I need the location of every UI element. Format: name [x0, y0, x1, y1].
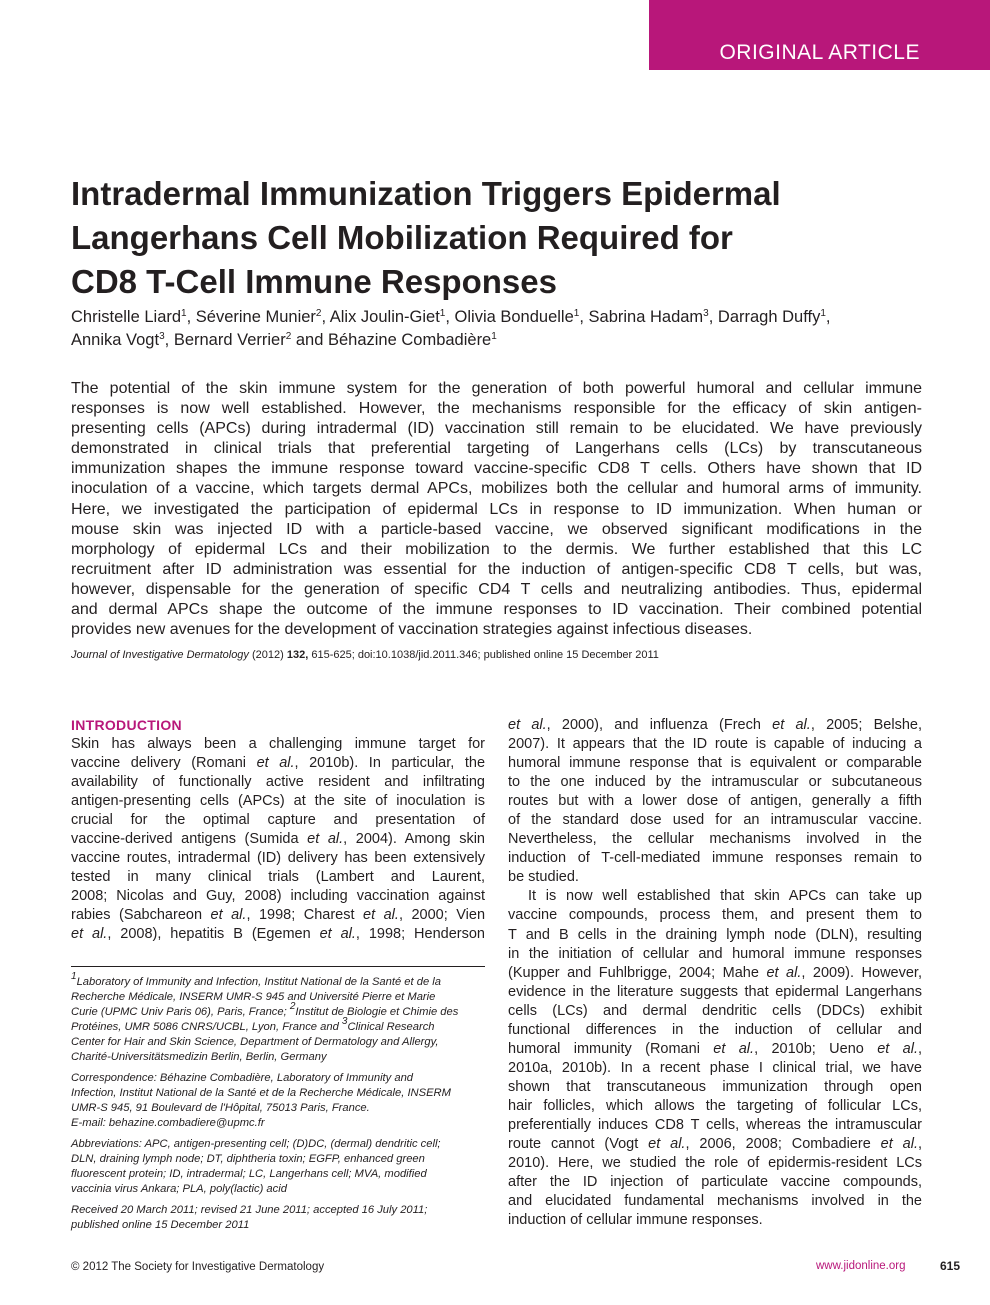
- author-name: Alix Joulin-Giet: [329, 308, 440, 326]
- author-sep: ,: [186, 308, 196, 326]
- text-line: vaccine routes, intradermal (ID) delivery has been extensively: [71, 850, 485, 867]
- received-note: [71, 1203, 485, 1233]
- footnote-line: vaccinia virus Ankara; PLA, poly(lactic) acid: [71, 1183, 287, 1195]
- text-line: in the initiation of cellular and humoral immune responses: [508, 945, 922, 962]
- footnote-divider: [71, 966, 485, 967]
- author-list: [71, 306, 931, 352]
- affiliation-mark: 2: [285, 331, 292, 342]
- text-line: hair follicles, which allows the targeting of follicular LCs,: [508, 1097, 922, 1114]
- abstract-line: and dermal APCs shape the outcome of the immune responses to ID vaccination. Their combined potential: [71, 601, 922, 619]
- text-line: routes but with a lower dose of antigen, generally a fifth: [508, 793, 922, 810]
- footnote-line: Protéines, UMR 5086 CNRS/UCBL, Lyon, France and $^3$Clinical Research: [71, 1016, 435, 1033]
- affiliation-mark: 1: [491, 331, 497, 342]
- copyright-notice: © 2012 The Society for Investigative Dermatology: [71, 1261, 325, 1273]
- journal-website-link[interactable]: www.jidonline.org: [816, 1260, 906, 1272]
- author-sep: ,: [445, 308, 455, 326]
- affiliation-mark: 3: [703, 308, 709, 319]
- abstract-line: inoculation of a vaccine, which targets dermal APCs, mobilizes both the cellular and humoral arms of immunity.: [71, 480, 922, 498]
- footnote-line: published online 15 December 2011: [71, 1219, 250, 1231]
- abstract: [71, 379, 922, 640]
- footnote-line: Correspondence: Béhazine Combadière, Laboratory of Immunity and: [71, 1072, 414, 1084]
- article-type-banner: ORIGINAL ARTICLE: [649, 0, 990, 70]
- text-line: antigen-presenting cells (APCs) at the site of inoculation is: [71, 793, 485, 810]
- text-line: and elucidated fundamental mechanisms involved in the: [508, 1193, 922, 1210]
- correspondence-note: [71, 1071, 485, 1131]
- author-sep: and: [291, 331, 328, 349]
- author-sep: ,: [708, 308, 718, 326]
- text-line: shown that transcutaneous immunization through open: [508, 1078, 922, 1095]
- affiliation-mark: 1: [573, 308, 580, 319]
- text-line: Skin has always been a challenging immune target for: [71, 736, 485, 752]
- footnote-line: fluorescent protein; ID, intradermal; LC, Langerhans cell; MVA, modified: [71, 1168, 427, 1180]
- author-name: Béhazine Combadière: [327, 331, 492, 349]
- abstract-line: mouse skin was injected ID with a particle-based vaccine, we observed significant modifications in the: [71, 520, 922, 538]
- footnote-line: Curie (UPMC Univ Paris 06), Paris, France; $^2$Institut de Biologie et Chimie des: [71, 1001, 459, 1018]
- author-name: Olivia Bonduelle: [454, 308, 574, 326]
- text-line: evidence in the literature suggests that epidermal Langerhans: [508, 983, 922, 1000]
- intro-text-right-para1: [508, 716, 922, 887]
- abstract-line: presenting cells (APCs) during intradermal (ID) vaccination still remain to be elucidated. We have previously: [71, 420, 922, 438]
- text-line: vaccine-derived antigens (Sumida et al., 2004). Among skin: [71, 831, 485, 848]
- abstract-line: however, dispensable for the generation of specific CD4 T cells and neutralizing antibodies. Thus, epidermal: [71, 580, 922, 598]
- author-line: [71, 306, 931, 329]
- author-sep: ,: [579, 308, 589, 326]
- title-line: Langerhans Cell Mobilization Required for: [71, 219, 733, 256]
- text-line: of the standard dose used for an intramuscular vaccine.: [508, 812, 922, 829]
- footnote-line: DLN, draining lymph node; DT, diphtheria toxin; EGFP, enhanced green: [71, 1153, 425, 1165]
- text-line: route cannot (Vogt et al., 2006, 2008; Combadiere et al.,: [508, 1136, 923, 1153]
- journal-name: Journal of Investigative Dermatology: [71, 649, 249, 661]
- text-line: availability of functionally active resident and infiltrating: [71, 774, 485, 791]
- abstract-line: demonstrated in clinical trials that preferential targeting of Langerhans cells (LCs) by transcutaneous: [71, 440, 922, 458]
- text-line: induction of cellular immune responses.: [508, 1212, 763, 1229]
- text-line: functional differences in the induction of cellular and: [508, 1021, 922, 1038]
- author-name: Darragh Duffy: [717, 308, 821, 326]
- text-line: 2007). It appears that the ID route is capable of inducing a: [508, 736, 922, 753]
- text-line: after the ID injection of particulate vaccine compounds,: [508, 1174, 922, 1191]
- author-name: Sabrina Hadam: [588, 308, 704, 326]
- text-line: to the one induced by the intramuscular or subcutaneous: [508, 774, 922, 791]
- affiliations-note: [71, 971, 485, 1065]
- abstract-line: The potential of the skin immune system for the generation of both powerful humoral and cellular immune: [71, 380, 922, 397]
- affiliation-mark: 1: [439, 308, 446, 319]
- title-line: Intradermal Immunization Triggers Epidermal: [71, 175, 781, 212]
- text-line: vaccine delivery (Romani et al., 2010b). In particular, the: [71, 755, 486, 772]
- text-line: tested in many clinical trials (Lambert and Laurent,: [71, 869, 485, 886]
- left-column: [71, 716, 485, 945]
- text-line: 2010a, 2010b). In a recent phase I clinical trial, we have: [508, 1059, 922, 1076]
- text-line: induction of T-cell-mediated immune responses remain to: [508, 850, 922, 867]
- footnote-line: Center for Hair and Skin Science, Department of Dermatology and Allergy,: [71, 1036, 439, 1048]
- text-line: preferentially induces CD8 T cells, whereas the intramuscular: [508, 1116, 922, 1133]
- footnote-line: Received 20 March 2011; revised 21 June 2011; accepted 16 July 2011;: [71, 1204, 428, 1216]
- footnote-line: Abbreviations: APC, antigen-presenting cell; (D)DC, (dermal) dendritic cell;: [71, 1138, 441, 1150]
- author-sep: ,: [164, 331, 174, 349]
- affiliation-mark: 3: [159, 331, 165, 342]
- footnotes: [71, 971, 485, 1239]
- page-number: 615: [940, 1259, 961, 1273]
- author-name: Séverine Munier: [195, 308, 316, 326]
- abstract-line: morphology of epidermal LCs and their mobilization to the dermis. We further established that this LC: [71, 540, 922, 558]
- section-heading: INTRODUCTION: [71, 717, 182, 733]
- text-line: cells (LCs) and dermal dendritic cells (DDCs) exhibit: [508, 1002, 922, 1019]
- affiliation-mark: 1: [820, 308, 826, 319]
- intro-text-right-para2: [508, 887, 922, 1230]
- text-line: be studied.: [508, 869, 579, 886]
- text-line: humoral immune response that is equivalent or comparable: [508, 755, 922, 772]
- citation-year: (2012): [252, 649, 284, 661]
- text-line: crucial for the optimal capture and presentation of: [71, 812, 485, 829]
- citation-details: 615-625; doi:10.1038/jid.2011.346; published online 15 December 2011: [311, 649, 659, 661]
- abstract-line: immunization shapes the immune response toward vaccine-specific CD8 T cells. Others have shown that ID: [71, 460, 922, 478]
- abbreviations-note: [71, 1137, 485, 1197]
- text-line: rabies (Sabchareon et al., 1998; Charest et al., 2000; Vien: [71, 907, 486, 924]
- affiliation-mark: 1: [181, 308, 187, 319]
- author-name: Bernard Verrier: [173, 331, 286, 349]
- intro-text-left: [71, 735, 485, 945]
- article-title: [71, 172, 861, 304]
- abstract-line: responses is now well established. However, the mechanisms responsible for the efficacy of skin antigen-: [71, 400, 922, 418]
- text-line: Nevertheless, the cellular mechanisms involved in the: [508, 831, 922, 848]
- text-line: vaccine compounds, process them, and present them to: [508, 907, 922, 924]
- abstract-line: recruitment after ID administration was essential for the induction of antigen-specific CD8 T cells, but was,: [71, 560, 922, 578]
- author-name: Annika Vogt: [71, 331, 160, 349]
- text-line: et al., 2000), and influenza (Frech et al., 2005; Belshe,: [508, 717, 922, 733]
- footnote-line: Charité-Universitätsmedizin Berlin, Berlin, Germany: [71, 1051, 327, 1063]
- text-line: humoral immunity (Romani et al., 2010b; Ueno et al.,: [508, 1040, 923, 1057]
- text-line: T and B cells in the draining lymph node (DLN), resulting: [508, 926, 922, 943]
- footnote-line: Infection, Institut National de la Santé et de la Recherche Médicale, INSERM: [71, 1087, 451, 1099]
- author-sep: ,: [321, 308, 330, 326]
- footnote-line: Recherche Médicale, INSERM UMR-S 945 and Université Pierre et Marie: [71, 991, 436, 1003]
- text-line: et al., 2008), hepatitis B (Egemen et al., 1998; Henderson: [71, 926, 485, 943]
- affiliation-mark: 2: [315, 308, 322, 319]
- abstract-line: provides new avenues for the development of vaccination strategies against infectious diseases.: [71, 621, 753, 639]
- author-line: [71, 329, 931, 352]
- right-column: [508, 716, 922, 1230]
- text-line: It is now well established that skin APCs can take up: [528, 888, 922, 905]
- abstract-line: Here, we investigated the participation of epidermal LCs in response to ID immunization. When human or: [71, 500, 922, 518]
- title-line: CD8 T-Cell Immune Responses: [71, 263, 557, 300]
- text-line: 2008; Nicolas and Guy, 2008) including vaccination against: [71, 888, 485, 905]
- author-sep: ,: [825, 308, 831, 326]
- text-line: (Kupper and Fuhlbrigge, 2004; Mahe et al., 2009). However,: [508, 964, 922, 981]
- citation-line: [71, 648, 922, 663]
- footnote-line: $^1$Laboratory of Immunity and Infection, Institut National de la Santé et de la: [71, 971, 441, 988]
- author-name: Christelle Liard: [71, 308, 182, 326]
- text-line: 2010). Here, we studied the role of epidermis-resident LCs: [508, 1155, 922, 1172]
- citation-volume: 132,: [286, 649, 309, 661]
- footnote-line: E-mail: behazine.combadiere@upmc.fr: [71, 1117, 265, 1129]
- footnote-line: UMR-S 945, 91 Boulevard de l'Hôpital, 75013 Paris, France.: [71, 1102, 370, 1114]
